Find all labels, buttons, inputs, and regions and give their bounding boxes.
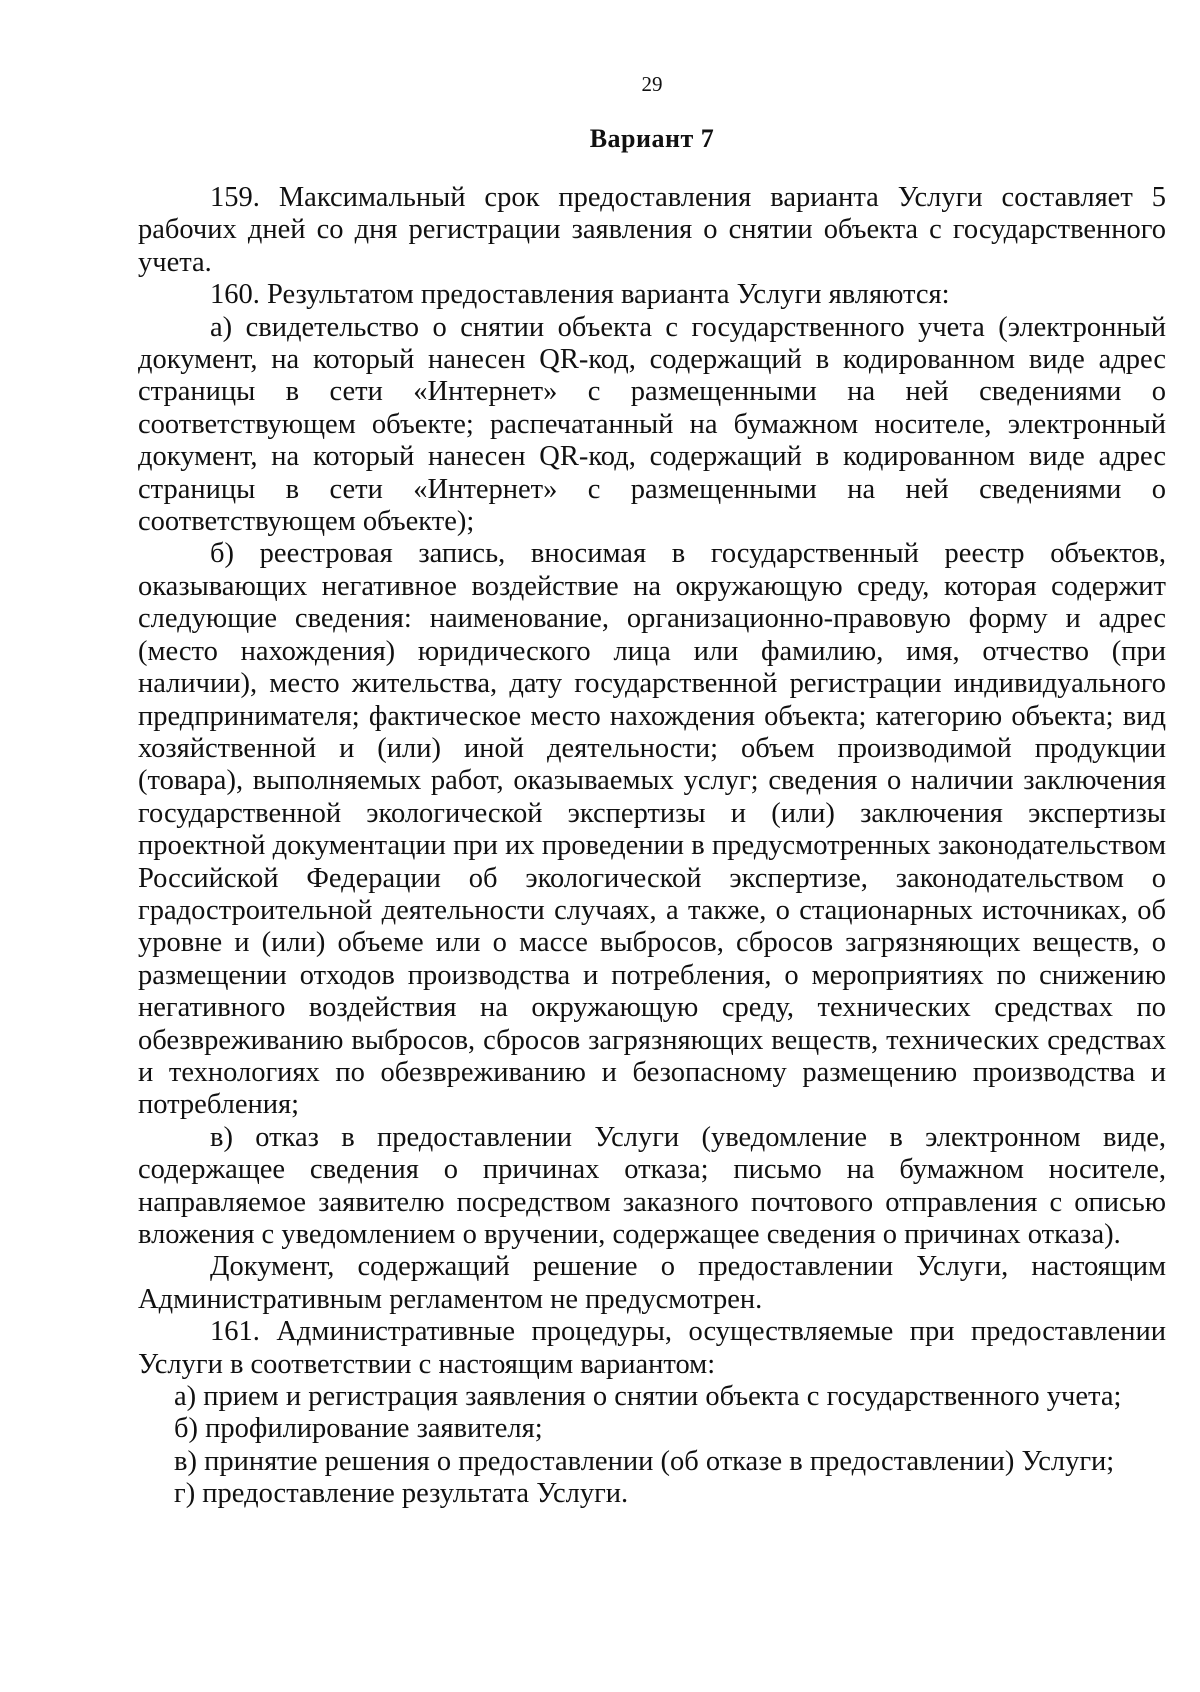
- paragraph-160-v: в) отказ в предоставлении Услуги (уведомление в электронном виде, содержащее сведения о причинах отказа; письмо на бумажном носителе, направляемое заявителю посредством заказного почтового отправления с описью вложения с уведомлением о вручении, содержащее сведения о причинах отказа).: [138, 1121, 1166, 1250]
- procedure-item: б) профилирование заявителя;: [174, 1413, 543, 1445]
- procedure-item: а) прием и регистрация заявления о снятии объекта с государственного учета;: [174, 1381, 1122, 1413]
- paragraph-159: 159. Максимальный срок предоставления варианта Услуги составляет 5 рабочих дней со дня регистрации заявления о снятии объекта с государственного учета.: [138, 182, 1166, 278]
- procedure-item: в) принятие решения о предоставлении (об отказе в предоставлении) Услуги;: [174, 1445, 1115, 1477]
- paragraph-160-document: Документ, содержащий решение о предоставлении Услуги, настоящим Административным регламентом не предусмотрен.: [138, 1251, 1166, 1315]
- paragraph-161: 161. Административные процедуры, осуществляемые при предоставлении Услуги в соответствии с настоящим вариантом:: [138, 1316, 1166, 1380]
- document-body: [138, 182, 1166, 1511]
- paragraph-160: 160. Результатом предоставления варианта Услуги являются:: [210, 279, 950, 311]
- page-number: 29: [641, 72, 663, 96]
- paragraph-160-a: а) свидетельство о снятии объекта с государственного учета (электронный документ, на который нанесен QR-код, содержащий в кодированном виде адрес страницы в сети «Интернет» с размещенными на ней сведениями о соответствующем объекте; распечатанный на бумажном носителе, электронный документ, на который нанесен QR-код, содержащий в кодированном виде адрес страницы в сети «Интернет» с размещенными на ней сведениями о соответствующем объекте);: [138, 311, 1166, 538]
- section-heading: Вариант 7: [589, 124, 715, 153]
- paragraph-160-b: б) реестровая запись, вносимая в государственный реестр объектов, оказывающих негативное воздействие на окружающую среду, которая содержит следующие сведения: наименование, организационно-правовую форму и адрес (место нахождения) юридического лица или фамилию, имя, отчество (при наличии), место жительства, дату государственной регистрации индивидуального предпринимателя; фактическое место нахождения объекта; категорию объекта; вид хозяйственной и (или) иной деятельности; объем производимой продукции (товара), выполняемых работ, оказываемых услуг; сведения о наличии заключения государственной экологической экспертизы и (или) заключения экспертизы проектной документации при их проведении в предусмотренных законодательством Российской Федерации об экологической экспертизе, законодательством о градостроительной деятельности случаях, а также, о стационарных источниках, об уровне и (или) объеме или о массе выбросов, сбросов загрязняющих веществ, о размещении отходов производства и потребления, о мероприятиях по снижению негативного воздействия на окружающую среду, технических средствах по обезвреживанию выбросов, сбросов загрязняющих веществ, технических средствах и технологиях по обезвреживанию и безопасному размещению производства и потребления;: [138, 538, 1166, 1121]
- procedure-item: г) предоставление результата Услуги.: [174, 1478, 629, 1510]
